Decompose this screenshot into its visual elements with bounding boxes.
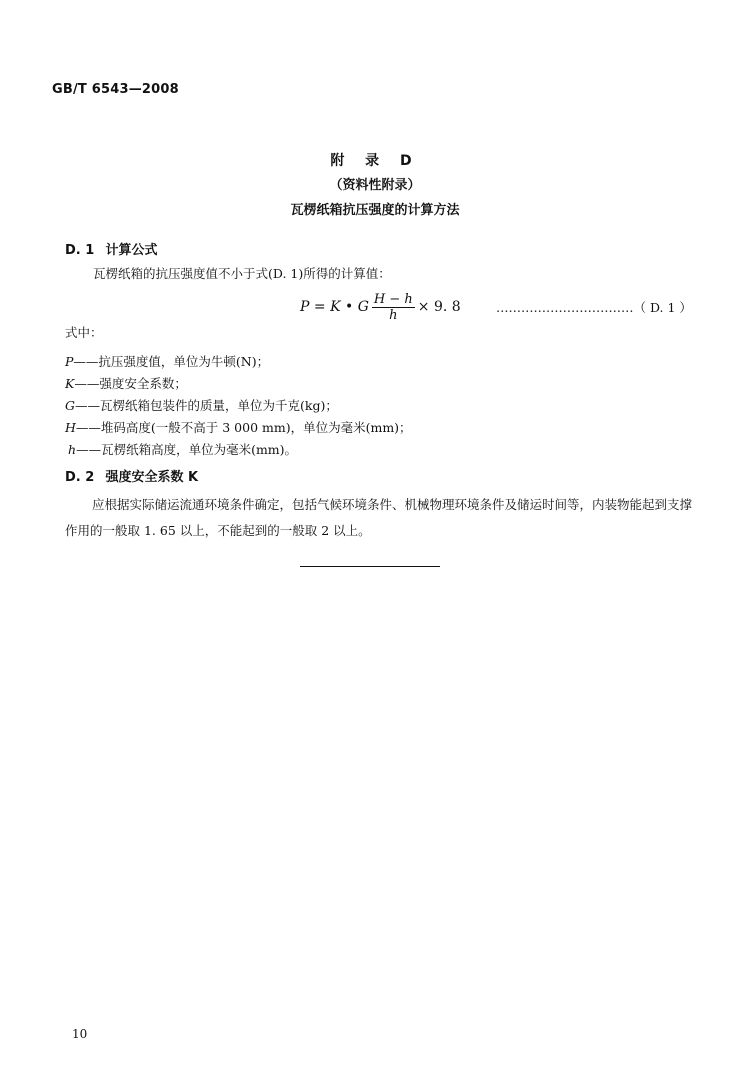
definition-text: ——抗压强度值，单位为牛顿(N)； [73, 354, 270, 369]
section-d2-heading [65, 466, 198, 485]
formula-lhs: P [300, 299, 310, 315]
section-d1-title: 计算公式 [105, 243, 158, 258]
definition-g [65, 396, 338, 414]
section-d1-heading [65, 239, 158, 258]
section-d2-paragraph: 应根据实际储运流通环境条件确定，包括气候环境条件、机械物理环境条件及储运时间等，内装物能起到支撑作用的一般取 1. 65 以上，不能起到的一般取 2 以上。 [65, 497, 693, 538]
definition-symbol: H [65, 420, 76, 435]
formula-eq: = [309, 299, 331, 315]
definition-text: ——强度安全系数； [74, 376, 187, 391]
definition-h-upper [65, 418, 412, 436]
definition-symbol: G [65, 398, 75, 413]
equation-reference: ……………………………（ D. 1 ） [496, 300, 692, 315]
definition-symbol: h [68, 442, 77, 457]
definition-symbol: P [65, 354, 74, 369]
formula-denominator: h [389, 307, 398, 323]
formula-d1 [300, 292, 461, 322]
appendix-name: 瓦楞纸箱抗压强度的计算方法 [290, 203, 460, 218]
formula-g: G [357, 299, 369, 315]
standard-code: GB/T 6543—2008 [52, 82, 179, 97]
section-d2-title: 强度安全系数 K [105, 470, 199, 485]
end-rule [300, 566, 440, 567]
appendix-title: 附 录 D [330, 153, 420, 169]
formula-numerator: H − h [373, 291, 413, 307]
formula-fraction [372, 292, 415, 323]
definition-k [65, 374, 187, 392]
section-d2-number: D. 2 [65, 470, 95, 485]
definition-text: ——瓦楞纸箱包装件的质量，单位为千克(kg)； [75, 398, 338, 413]
definition-symbol: K [65, 376, 75, 391]
section-d1-number: D. 1 [65, 243, 95, 258]
formula-tail: × 9. 8 [417, 299, 461, 315]
appendix-subtitle: （资料性附录） [329, 178, 421, 193]
where-label: 式中： [65, 325, 103, 340]
definition-text: ——堆码高度(一般不高于 3 000 mm)，单位为毫米(mm)； [75, 420, 412, 435]
section-d1-intro: 瓦楞纸箱的抗压强度值不小于式(D. 1)所得的计算值： [93, 266, 391, 281]
definition-h-lower [65, 440, 297, 458]
definition-p [65, 352, 269, 370]
page-number: 10 [72, 1027, 88, 1041]
formula-dot: • [340, 299, 358, 315]
formula-k: K [330, 299, 341, 315]
definition-text: ——瓦楞纸箱高度，单位为毫米(mm)。 [76, 442, 298, 457]
